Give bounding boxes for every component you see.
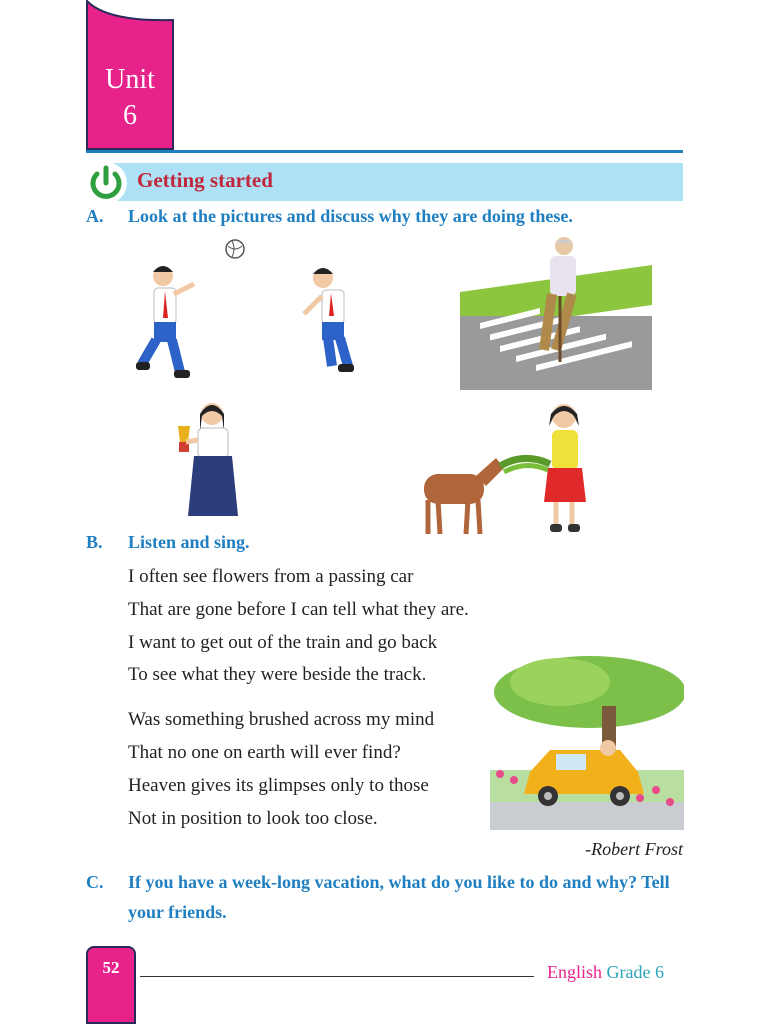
car-under-tree-illustration: [490, 652, 684, 830]
question-c-label: C.: [86, 872, 104, 892]
footer-book-title: [547, 962, 664, 983]
unit-tab-curve: [86, 0, 176, 24]
poem-line: Not in position to look too close.: [128, 808, 378, 829]
poem-line: That are gone before I can tell what they are.: [128, 599, 469, 620]
question-a-text: Look at the pictures and discuss why they are doing these.: [128, 206, 573, 226]
poem-line: That no one on earth will ever find?: [128, 742, 401, 763]
question-c-text: If you have a week-long vacation, what do you like to do and why? Tell your friends.: [128, 872, 670, 922]
poem-line: Was something brushed across my mind: [128, 709, 435, 730]
footer-rule: [140, 976, 534, 977]
old-man-crossing-road-illustration: [460, 236, 652, 390]
question-a-label: A.: [86, 206, 104, 226]
page-number-tab: [86, 946, 136, 1024]
section-title: Getting started: [137, 168, 273, 192]
poem-line: Heaven gives its glimpses only to those: [128, 775, 429, 796]
poem-line: To see what they were beside the track.: [128, 664, 427, 685]
power-icon: [84, 161, 128, 205]
poem-author: -Robert Frost: [585, 839, 683, 859]
boys-playing-ball-illustration: [128, 236, 368, 382]
question-b-text: Listen and sing.: [128, 532, 250, 552]
poem-line: I often see flowers from a passing car: [128, 566, 414, 587]
footer-grade: Grade 6: [606, 962, 664, 982]
question-b-label: B.: [86, 532, 103, 552]
top-rule: [86, 150, 683, 153]
unit-number: 6: [123, 100, 137, 131]
girl-feeding-goat-illustration: [414, 396, 590, 538]
girl-with-trophy-illustration: [170, 398, 246, 522]
unit-word: Unit: [105, 64, 155, 95]
poem-line: I want to get out of the train and go back: [128, 632, 438, 653]
footer-subject: English: [547, 962, 603, 982]
page-number: 52: [102, 958, 120, 977]
